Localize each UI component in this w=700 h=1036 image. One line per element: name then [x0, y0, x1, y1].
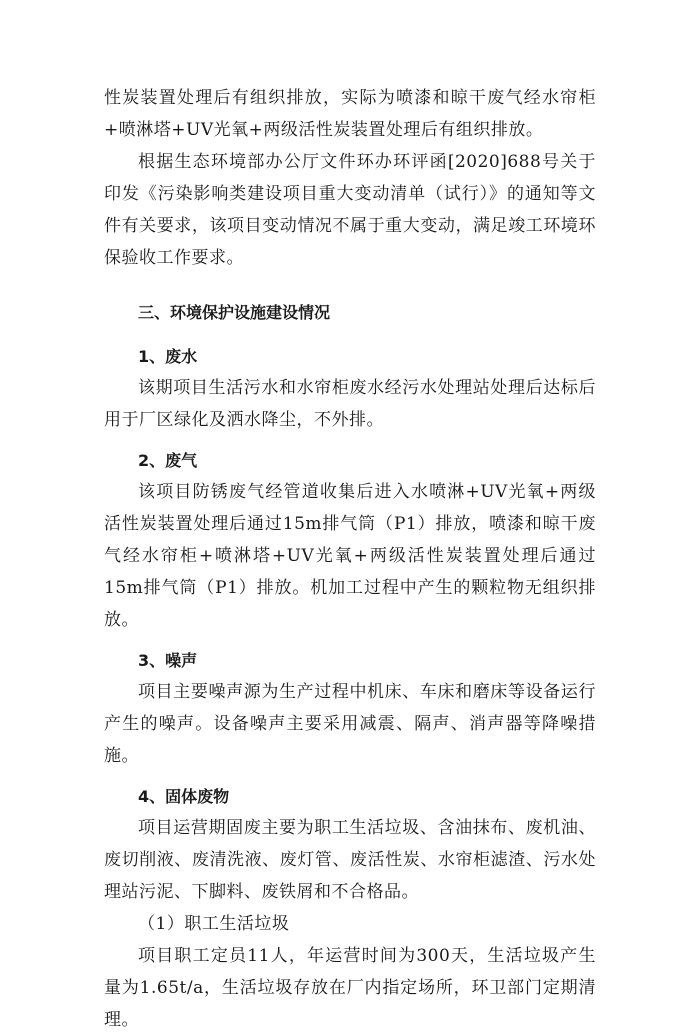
paragraph-continued: 性炭装置处理后有组织排放，实际为喷漆和晾干废气经水帘柜+喷淋塔+UV光氧+两级活性炭装置处理后有组织排放。 — [104, 88, 596, 140]
paragraph-wastewater: 该期项目生活污水和水帘柜废水经污水处理站处理后达标后用于厂区绿化及洒水降尘，不外排。 — [104, 378, 596, 430]
heading-noise: 3、噪声 — [138, 651, 198, 670]
paragraph-regulation: 根据生态环境部办公厅文件环办环评函[2020]688号关于印发《污染影响类建设项目重大变动清单（试行）》的通知等文件有关要求，该项目变动情况不属于重大变动，满足竣工环境环保验收工作要求。 — [104, 152, 596, 268]
heading-wastewater: 1、废水 — [138, 347, 198, 366]
paragraph-solid-waste: 项目运营期固废主要为职工生活垃圾、含油抹布、废机油、废切削液、废清洗液、废灯管、废活性炭、水帘柜滤渣、污水处理站污泥、下脚料、废铁屑和不合格品。 — [104, 818, 596, 902]
paragraph-domestic-waste: 项目职工定员11人，年运营时间为300天，生活垃圾产生量为1.65t/a，生活垃圾存放在厂内指定场所，环卫部门定期清理。 — [104, 946, 596, 1030]
heading-solid-waste: 4、固体废物 — [138, 787, 230, 806]
paragraph-noise: 项目主要噪声源为生产过程中机床、车床和磨床等设备运行产生的噪声。设备噪声主要采用减震、隔声、消声器等降噪措施。 — [104, 682, 596, 766]
section-title: 三、环境保护设施建设情况 — [138, 303, 331, 322]
heading-exhaust: 2、废气 — [138, 451, 198, 470]
item-domestic-waste-label: （1）职工生活垃圾 — [138, 914, 290, 934]
paragraph-exhaust: 该项目防锈废气经管道收集后进入水喷淋+UV光氧+两级活性炭装置处理后通过15m排气筒（P1）排放，喷漆和晾干废气经水帘柜+喷淋塔+UV光氧+两级活性炭装置处理后通过15m排气筒（P1）排放。机加工过程中产生的颗粒物无组织排放。 — [104, 482, 596, 630]
